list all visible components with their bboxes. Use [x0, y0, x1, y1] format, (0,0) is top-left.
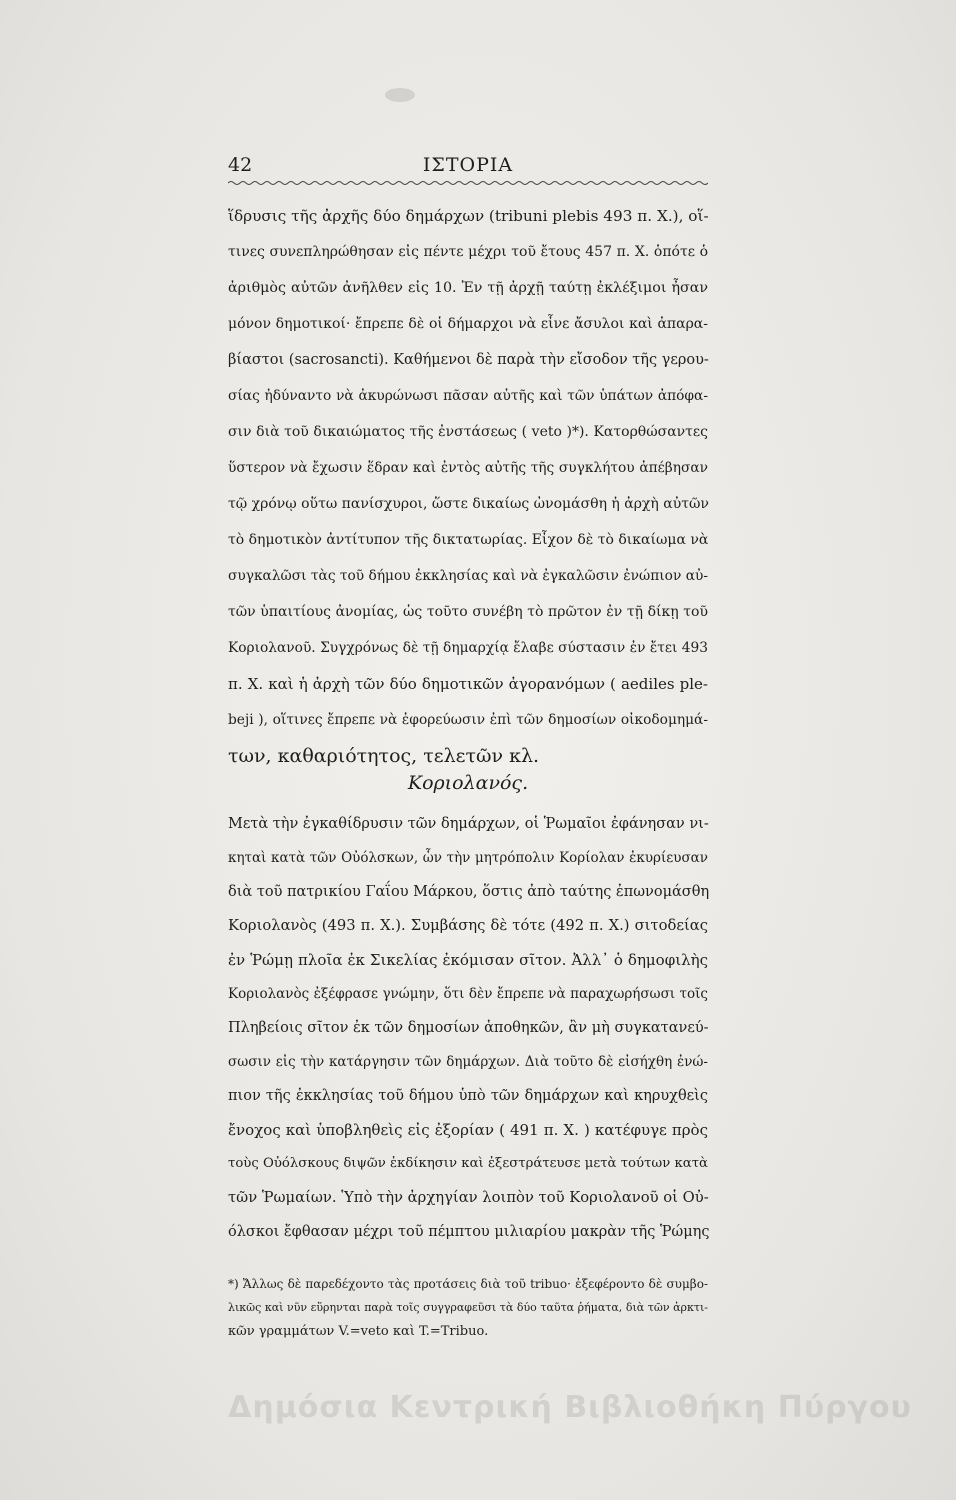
- body-line: πιον τῆς ἐκκλησίας τοῦ δήμου ὑπὸ τῶν δημάρχων καὶ κηρυχθεὶς: [228, 1088, 708, 1104]
- running-title: ΙΣΤΟΡΙΑ: [422, 154, 514, 176]
- library-watermark: Δημόσια Κεντρική Βιβλιοθήκη Πύργου: [228, 1390, 912, 1425]
- body-line: ἵδρυσις τῆς ἀρχῆς δύο δημάρχων (tribuni plebis 493 π. Χ.), οἵ-: [228, 207, 709, 225]
- body-line: τῶν Ῥωμαίων. Ὑπὸ τὴν ἀρχηγίαν λοιπὸν τοῦ Κοριολανοῦ οἱ Οὐ-: [228, 1189, 709, 1206]
- body-line: Κοριολανὸς ἐξέφρασε γνώμην, ὅτι δὲν ἔπρεπε νὰ παραχωρήσωσι τοῖς: [228, 986, 708, 1002]
- body-line: Κοριολανὸς (493 π. Χ.). Συμβάσης δὲ τότε (492 π. Χ.) σιτοδείας: [228, 917, 708, 934]
- body-line: βίαστοι (sacrosancti). Καθήμενοι δὲ παρὰ τὴν εἴσοδον τῆς γερου-: [228, 352, 709, 368]
- body-line: ὕστερον νὰ ἔχωσιν ἕδραν καὶ ἐντὸς αὐτῆς τῆς συγκλήτου ἀπέβησαν: [228, 460, 708, 476]
- body-line: Κοριολανοῦ. Συγχρόνως δὲ τῇ δημαρχίᾳ ἔλαβε σύστασιν ἐν ἔτει 493: [228, 640, 708, 656]
- body-line: σίας ἠδύναντο νὰ ἀκυρώνωσι πᾶσαν αὐτῆς καὶ τῶν ὑπάτων ἀπόφα-: [228, 388, 708, 404]
- body-line: συγκαλῶσι τὰς τοῦ δήμου ἐκκλησίας καὶ νὰ ἐγκαλῶσιν ἐνώπιον αὐ-: [228, 568, 708, 584]
- footnote-line: λικῶς καὶ νῦν εὕρηνται παρὰ τοῖς συγγραφεῦσι τὰ δύο ταῦτα ῥήματα, διὰ τῶν ἀρκτι-: [228, 1301, 708, 1314]
- body-line: ἀριθμὸς αὐτῶν ἀνῆλθεν εἰς 10. Ἐν τῇ ἀρχῇ ταύτῃ ἐκλέξιμοι ἦσαν: [228, 280, 708, 296]
- body-line: μόνον δημοτικοί· ἔπρεπε δὲ οἱ δήμαρχοι νὰ εἶνε ἄσυλοι καὶ ἀπαρα-: [228, 316, 708, 332]
- page-header: [228, 150, 708, 184]
- body-line: κηταὶ κατὰ τῶν Οὐόλσκων, ὧν τὴν μητρόπολιν Κορίολαν ἐκυρίευσαν: [228, 850, 708, 866]
- body-line: τινες συνεπληρώθησαν εἰς πέντε μέχρι τοῦ ἔτους 457 π. Χ. ὁπότε ὁ: [228, 244, 708, 260]
- body-line: τῷ χρόνῳ οὕτω πανίσχυροι, ὥστε δικαίως ὠνομάσθη ἡ ἀρχὴ αὐτῶν: [228, 496, 709, 512]
- page-number: 42: [228, 154, 253, 176]
- footnote-line: *) Ἄλλως δὲ παρεδέχοντο τὰς προτάσεις διὰ τοῦ tribuo· ἐξεφέροντο δὲ συμβο-: [228, 1277, 708, 1291]
- body-line: τῶν ὑπαιτίους ἀνομίας, ὡς τοῦτο συνέβη τὸ πρῶτον ἐν τῇ δίκῃ τοῦ: [228, 604, 708, 620]
- body-line: ἔνοχος καὶ ὑποβληθεὶς εἰς ἐξορίαν ( 491 π. Χ. ) κατέφυγε πρὸς: [228, 1121, 708, 1139]
- body-line: των, καθαριότητος, τελετῶν κλ.: [228, 745, 540, 767]
- body-line: όλσκοι ἔφθασαν μέχρι τοῦ πέμπτου μιλιαρίου μακρὰν τῆς Ῥώμης: [228, 1224, 710, 1240]
- section-heading: Κοριολανός.: [407, 772, 529, 794]
- body-line: ἐν Ῥώμῃ πλοῖα ἐκ Σικελίας ἐκόμισαν σῖτον. Ἀλλ᾽ ὁ δημοφιλὴς: [228, 951, 708, 969]
- body-line: π. Χ. καὶ ἡ ἀρχὴ τῶν δύο δημοτικῶν ἀγορανόμων ( aediles ple-: [228, 675, 708, 693]
- body-line: τὸ δημοτικὸν ἀντίτυπον τῆς δικτατωρίας. Εἶχον δὲ τὸ δικαίωμα νὰ: [228, 532, 709, 548]
- body-line: σωσιν εἰς τὴν κατάργησιν τῶν δημάρχων. Διὰ τοῦτο δὲ εἰσήχθη ἐνώ-: [228, 1054, 708, 1070]
- body-line: beji ), οἵτινες ἔπρεπε νὰ ἐφορεύωσιν ἐπὶ τῶν δημοσίων οἰκοδομημά-: [228, 712, 708, 728]
- body-line: σιν διὰ τοῦ δικαιώματος τῆς ἐνστάσεως ( veto )*). Κατορθώσαντες: [228, 424, 708, 440]
- body-line: διὰ τοῦ πατρικίου Γαΐου Μάρκου, ὅστις ἀπὸ ταύτης ἐπωνομάσθη: [228, 884, 710, 900]
- paper-stain: [385, 88, 415, 102]
- body-line: Πληβείοις σῖτον ἐκ τῶν δημοσίων ἀποθηκῶν, ἂν μὴ συγκατανεύ-: [228, 1020, 709, 1036]
- body-line: Μετὰ τὴν ἐγκαθίδρυσιν τῶν δημάρχων, οἱ Ῥωμαῖοι ἐφάνησαν νι-: [228, 816, 709, 832]
- body-line: τοὺς Οὐόλσκους διψῶν ἐκδίκησιν καὶ ἐξεστράτευσε μετὰ τούτων κατὰ: [228, 1156, 708, 1171]
- footnote-line: κῶν γραμμάτων V.=veto καὶ T.=Tribuo.: [228, 1324, 489, 1339]
- header-wavy-rule: [228, 180, 708, 186]
